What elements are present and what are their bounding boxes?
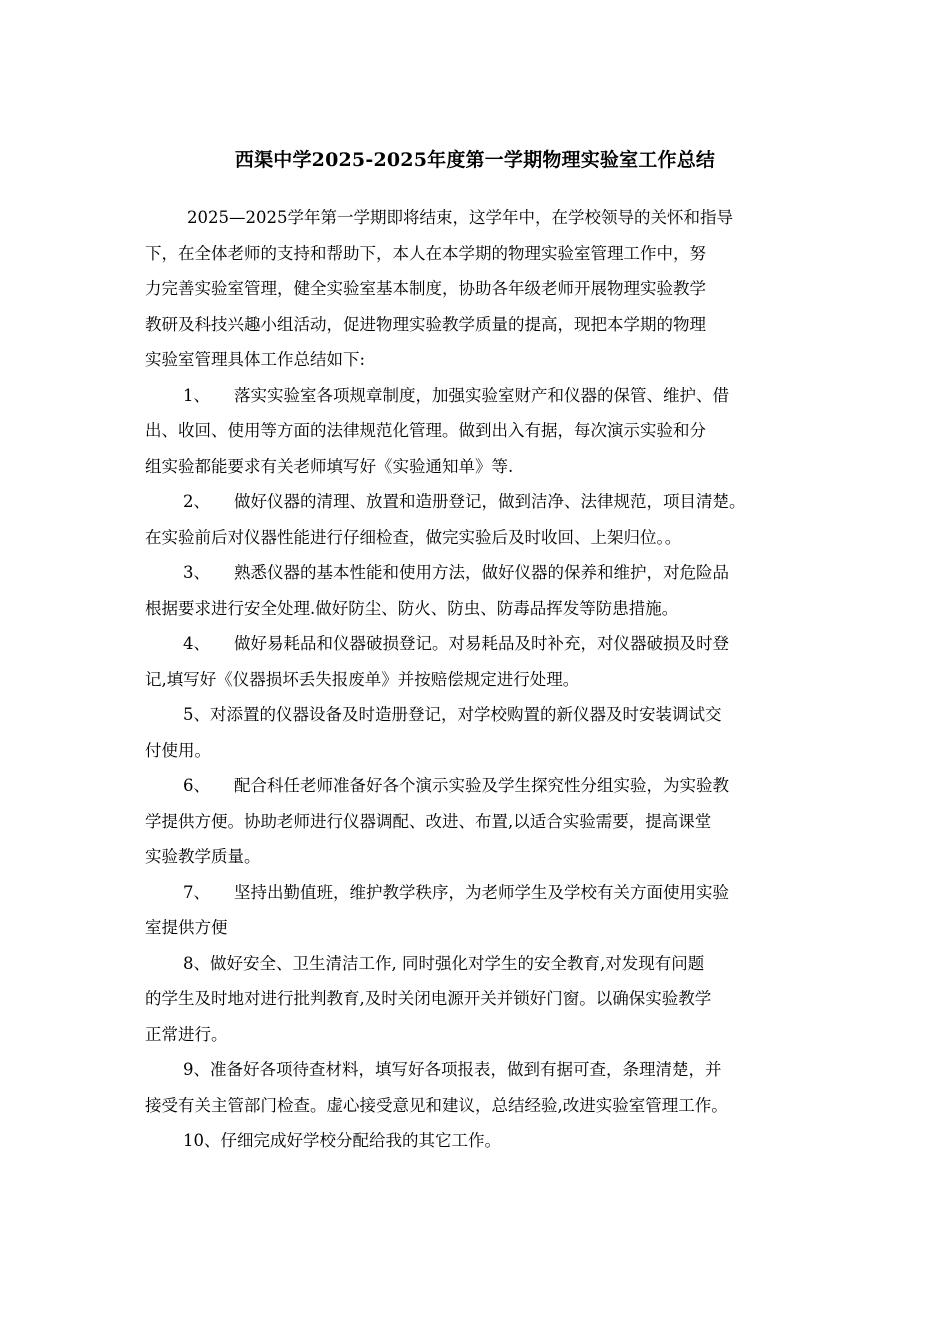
item-number: 6、 <box>183 776 210 795</box>
item-text: 实验教学质量。 <box>145 847 261 866</box>
intro-line: 2025—2025学年第一学期即将结束，这学年中，在学校领导的关怀和指导 <box>187 208 733 227</box>
intro-line: 下，在全体老师的支持和帮助下，本人在本学期的物理实验室管理工作中，努 <box>145 243 706 263</box>
list-item <box>145 768 815 875</box>
item-number: 3、 <box>183 563 210 582</box>
intro-line: 教研及科技兴趣小组活动，促进物理实验教学质量的提高，现把本学期的物理 <box>145 314 706 334</box>
list-item <box>145 626 815 697</box>
intro-line: 力完善实验室管理，健全实验室基本制度，协助各年级老师开展物理实验教学 <box>145 279 706 298</box>
list-item <box>145 555 815 626</box>
item-number: 2、 <box>183 492 210 511</box>
item-number: 8、 <box>183 953 210 973</box>
list-item <box>145 697 815 768</box>
item-text: 记,填写好《仪器损坏丢失报废单》并按赔偿规定进行处理。 <box>145 669 580 689</box>
item-text: 正常进行。 <box>145 1024 228 1044</box>
document-title: 西渠中学2025-2025年度第一学期物理实验室工作总结 <box>234 149 716 171</box>
list-item <box>145 484 815 555</box>
item-number: 4、 <box>183 634 210 653</box>
item-text: 室提供方便 <box>145 918 228 937</box>
document-body <box>145 200 815 1159</box>
item-text: 坚持出勤值班，维护教学秩序，为老师学生及学校有关方面使用实验 <box>234 882 729 902</box>
item-text: 对添置的仪器设备及时造册登记，对学校购置的新仪器及时安装调试交 <box>210 705 722 724</box>
item-text: 学提供方便。协助老师进行仪器调配、改进、布置,以适合实验需要，提高课堂 <box>145 811 712 831</box>
item-text: 出、收回、使用等方面的法律规范化管理。做到出入有据，每次演示实验和分 <box>145 421 706 440</box>
item-text: 准备好各项待查材料，填写好各项报表，做到有据可查，条理清楚，并 <box>210 1060 722 1079</box>
intro-line: 实验室管理具体工作总结如下: <box>145 350 366 369</box>
item-text: 的学生及时地对进行批判教育,及时关闭电源开关并锁好门窗。以确保实验教学 <box>145 989 712 1008</box>
item-text: 接受有关主管部门检查。虚心接受意见和建议，总结经验,改进实验室管理工作。 <box>145 1095 728 1115</box>
list-item <box>145 1123 815 1159</box>
list-item <box>145 1052 815 1123</box>
item-number: 5、 <box>183 705 210 724</box>
intro-paragraph <box>145 200 815 378</box>
item-text: 组实验都能要求有关老师填写好《实验通知单》等. <box>145 456 514 476</box>
item-text: 根据要求进行安全处理.做好防尘、防火、防虫、防毒品挥发等防患措施。 <box>145 598 679 618</box>
item-text: 做好仪器的清理、放置和造册登记，做到洁净、法律规范，项目清楚。 <box>234 492 746 511</box>
item-text: 仔细完成好学校分配给我的其它工作。 <box>220 1131 501 1150</box>
list-item <box>145 946 815 1053</box>
list-item <box>145 875 815 946</box>
item-text: 配合科任老师准备好各个演示实验及学生探究性分组实验，为实验教 <box>234 776 729 795</box>
item-number: 1、 <box>183 385 210 405</box>
item-number: 9、 <box>183 1060 210 1079</box>
item-number: 7、 <box>183 882 210 902</box>
item-number: 10、 <box>183 1131 221 1150</box>
item-text: 做好易耗品和仪器破损登记。对易耗品及时补充，对仪器破损及时登 <box>234 634 729 653</box>
item-text: 做好安全、卫生清洁工作, 同时强化对学生的安全教育,对发现有问题 <box>210 953 705 973</box>
item-text: 熟悉仪器的基本性能和使用方法，做好仪器的保养和维护，对危险品 <box>234 563 729 582</box>
item-text: 在实验前后对仪器性能进行仔细检查，做完实验后及时收回、上架归位。。 <box>145 527 682 547</box>
item-text: 付使用。 <box>145 740 211 760</box>
item-text: 落实实验室各项规章制度，加强实验室财产和仪器的保管、维护、借 <box>234 385 729 405</box>
list-item <box>145 378 815 485</box>
